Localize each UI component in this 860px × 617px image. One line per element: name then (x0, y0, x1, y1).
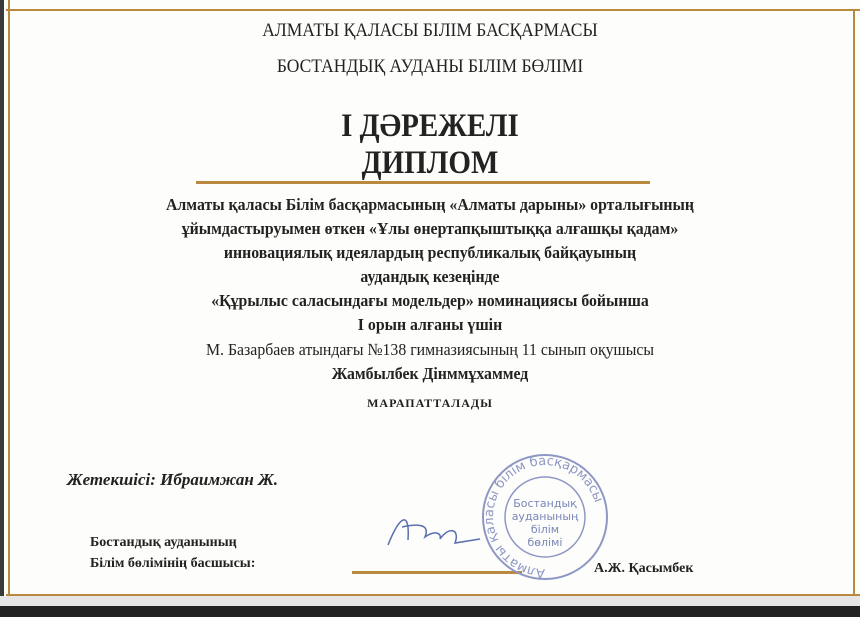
supervisor: Жетекшісі: Ибраимжан Ж. (67, 470, 278, 489)
stamp-inner-line: бөлімі (527, 536, 563, 549)
scan-edge (0, 0, 4, 617)
awarded-label: МАРАПАТТАЛАДЫ (367, 396, 493, 410)
body-line: І орын алғаны үшін (357, 315, 503, 334)
recipient-name: Жамбылбек Дінммұхаммед (331, 364, 529, 383)
signature-icon (380, 505, 490, 555)
scan-bottom-margin (0, 596, 860, 606)
body-line: Алматы қаласы Білім басқармасының «Алматы дарыны» орталығының (166, 195, 694, 214)
header-line1: АЛМАТЫ ҚАЛАСЫ БІЛІМ БАСҚАРМАСЫ (262, 20, 598, 41)
body-line: ұйымдастыруымен өткен «Ұлы өнертапқыштыққа алғашқы қадам» (181, 219, 679, 238)
header-line2: БОСТАНДЫҚ АУДАНЫ БІЛІМ БӨЛІМІ (276, 56, 584, 77)
stamp-inner-line: ауданының (511, 510, 579, 523)
body-line: «Құрылыс саласындағы модельдер» номинациясы бойынша (211, 291, 649, 310)
diploma-title: ДИПЛОМ (361, 145, 499, 181)
school-line: М. Базарбаев атындағы №138 гимназиясының 11 сынып оқушысы (206, 340, 654, 359)
signatory-name: А.Ж. Қасымбек (594, 561, 694, 576)
signatory-title-line2: Білім бөлімінің басшысы: (90, 556, 256, 571)
stamp-outer-text: Алматы қаласы білім басқармасы (481, 453, 606, 581)
signatory-title-line1: Бостандық ауданының (90, 535, 237, 550)
border-left (8, 0, 10, 596)
scan-bottom-edge (0, 606, 860, 617)
degree-title: І ДӘРЕЖЕЛІ (341, 108, 519, 144)
body-line: инновациялық идеялардың республикалық байқауының (223, 243, 637, 262)
stamp-inner-line: Бостандық (513, 497, 577, 510)
stamp-icon (478, 447, 612, 587)
border-top (6, 9, 860, 11)
body-line: аудандық кезеңінде (360, 267, 500, 286)
stamp-inner-line: білім (530, 523, 560, 536)
title-underline (196, 181, 650, 184)
border-right (853, 9, 855, 596)
